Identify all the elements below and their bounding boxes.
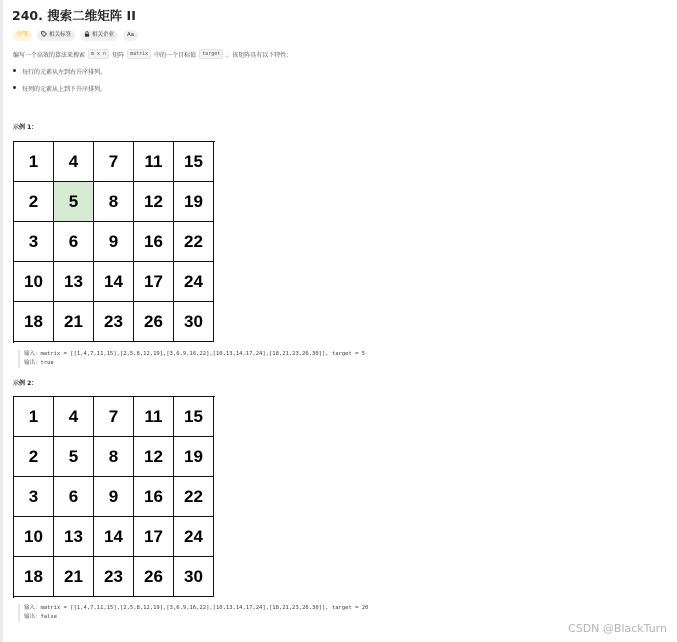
related-companies-button[interactable] bbox=[80, 30, 118, 41]
related-companies-label: 相关企业 bbox=[92, 32, 115, 38]
matrix-cell: 15 bbox=[174, 397, 214, 437]
related-topics-button[interactable] bbox=[37, 30, 75, 41]
matrix-cell: 14 bbox=[94, 262, 134, 302]
matrix-cell: 24 bbox=[174, 262, 214, 302]
inline-code-matrix: matrix bbox=[127, 49, 151, 59]
description-text-3: 中的一个目标值 bbox=[154, 51, 197, 59]
problem-title: 240. 搜索二维矩阵 II bbox=[12, 8, 136, 23]
matrix-cell: 24 bbox=[174, 517, 214, 557]
description-text-1: 编写一个高效的算法来搜索 bbox=[13, 51, 86, 59]
description-text-2: 矩阵 bbox=[112, 51, 125, 59]
matrix-cell: 15 bbox=[174, 142, 214, 182]
matrix-cell: 16 bbox=[134, 222, 174, 262]
matrix-cell: 3 bbox=[14, 477, 54, 517]
example-2-input: 输入：matrix = [[1,4,7,11,15],[2,5,8,12,19],[3,6,9,16,22],[10,13,14,17,24],[18,21,23,26,30]], target = 20 bbox=[24, 605, 369, 611]
matrix-cell: 13 bbox=[54, 517, 94, 557]
bullet-icon bbox=[13, 69, 16, 72]
matrix-cell: 22 bbox=[174, 477, 214, 517]
matrix-cell: 5 bbox=[54, 437, 94, 477]
matrix-cell: 13 bbox=[54, 262, 94, 302]
list-item: 每行的元素从左到右升序排列。 bbox=[13, 67, 106, 84]
matrix-cell: 17 bbox=[134, 517, 174, 557]
property-list bbox=[13, 67, 106, 101]
example-2-title: 示例 2： bbox=[13, 380, 38, 387]
matrix-cell: 26 bbox=[134, 302, 174, 342]
matrix-cell: 9 bbox=[94, 477, 134, 517]
tag-row bbox=[13, 30, 138, 41]
problem-description bbox=[13, 49, 292, 59]
matrix-cell: 8 bbox=[94, 437, 134, 477]
example-1-io-block bbox=[18, 350, 365, 368]
matrix-cell: 19 bbox=[174, 437, 214, 477]
matrix-cell: 5 bbox=[54, 182, 94, 222]
font-size-button[interactable] bbox=[123, 30, 138, 41]
example-1-matrix-image bbox=[13, 141, 215, 343]
matrix-cell: 21 bbox=[54, 302, 94, 342]
matrix-cell: 10 bbox=[14, 262, 54, 302]
matrix-cell: 18 bbox=[14, 302, 54, 342]
example-2-io-block bbox=[18, 604, 368, 622]
matrix-cell: 11 bbox=[134, 397, 174, 437]
matrix-cell: 30 bbox=[174, 302, 214, 342]
left-border bbox=[0, 0, 3, 642]
example-2-matrix-image bbox=[13, 396, 215, 598]
font-size-label: Aa bbox=[127, 32, 135, 38]
matrix-cell: 11 bbox=[134, 142, 174, 182]
difficulty-label: 中等 bbox=[17, 32, 29, 38]
matrix-cell: 23 bbox=[94, 302, 134, 342]
matrix-cell: 12 bbox=[134, 437, 174, 477]
matrix-cell: 30 bbox=[174, 557, 214, 597]
matrix-cell: 1 bbox=[14, 397, 54, 437]
matrix-cell: 1 bbox=[14, 142, 54, 182]
matrix-cell: 6 bbox=[54, 477, 94, 517]
watermark: CSDN @BlackTurn bbox=[568, 622, 667, 635]
difficulty-badge[interactable] bbox=[13, 30, 32, 41]
bullet-icon bbox=[13, 86, 16, 89]
matrix-cell: 17 bbox=[134, 262, 174, 302]
matrix-cell: 4 bbox=[54, 397, 94, 437]
list-item: 每列的元素从上到下升序排列。 bbox=[13, 84, 106, 101]
matrix-cell: 6 bbox=[54, 222, 94, 262]
matrix-cell: 14 bbox=[94, 517, 134, 557]
matrix-cell: 7 bbox=[94, 142, 134, 182]
matrix-cell: 2 bbox=[14, 437, 54, 477]
matrix-cell: 19 bbox=[174, 182, 214, 222]
example-1-title: 示例 1： bbox=[13, 124, 38, 131]
matrix-cell: 8 bbox=[94, 182, 134, 222]
matrix-cell: 16 bbox=[134, 477, 174, 517]
matrix-cell: 10 bbox=[14, 517, 54, 557]
matrix-cell: 22 bbox=[174, 222, 214, 262]
matrix-cell: 12 bbox=[134, 182, 174, 222]
lock-icon bbox=[84, 30, 90, 41]
matrix-cell: 21 bbox=[54, 557, 94, 597]
example-1-output: 输出：true bbox=[24, 360, 54, 366]
inline-code-mxn: m x n bbox=[88, 49, 109, 59]
matrix-cell: 18 bbox=[14, 557, 54, 597]
matrix-cell: 9 bbox=[94, 222, 134, 262]
matrix-cell: 3 bbox=[14, 222, 54, 262]
matrix-cell: 26 bbox=[134, 557, 174, 597]
description-text-4: 。该矩阵具有以下特性： bbox=[226, 51, 293, 59]
matrix-cell: 7 bbox=[94, 397, 134, 437]
tag-icon bbox=[41, 30, 47, 41]
example-2-output: 输出：false bbox=[24, 614, 58, 620]
matrix-cell: 4 bbox=[54, 142, 94, 182]
inline-code-target: target bbox=[199, 49, 223, 59]
matrix-cell: 2 bbox=[14, 182, 54, 222]
matrix-cell: 23 bbox=[94, 557, 134, 597]
related-topics-label: 相关标签 bbox=[49, 32, 72, 38]
example-1-input: 输入：matrix = [[1,4,7,11,15],[2,5,8,12,19],[3,6,9,16,22],[10,13,14,17,24],[18,21,23,26,30]], target = 5 bbox=[24, 351, 366, 357]
